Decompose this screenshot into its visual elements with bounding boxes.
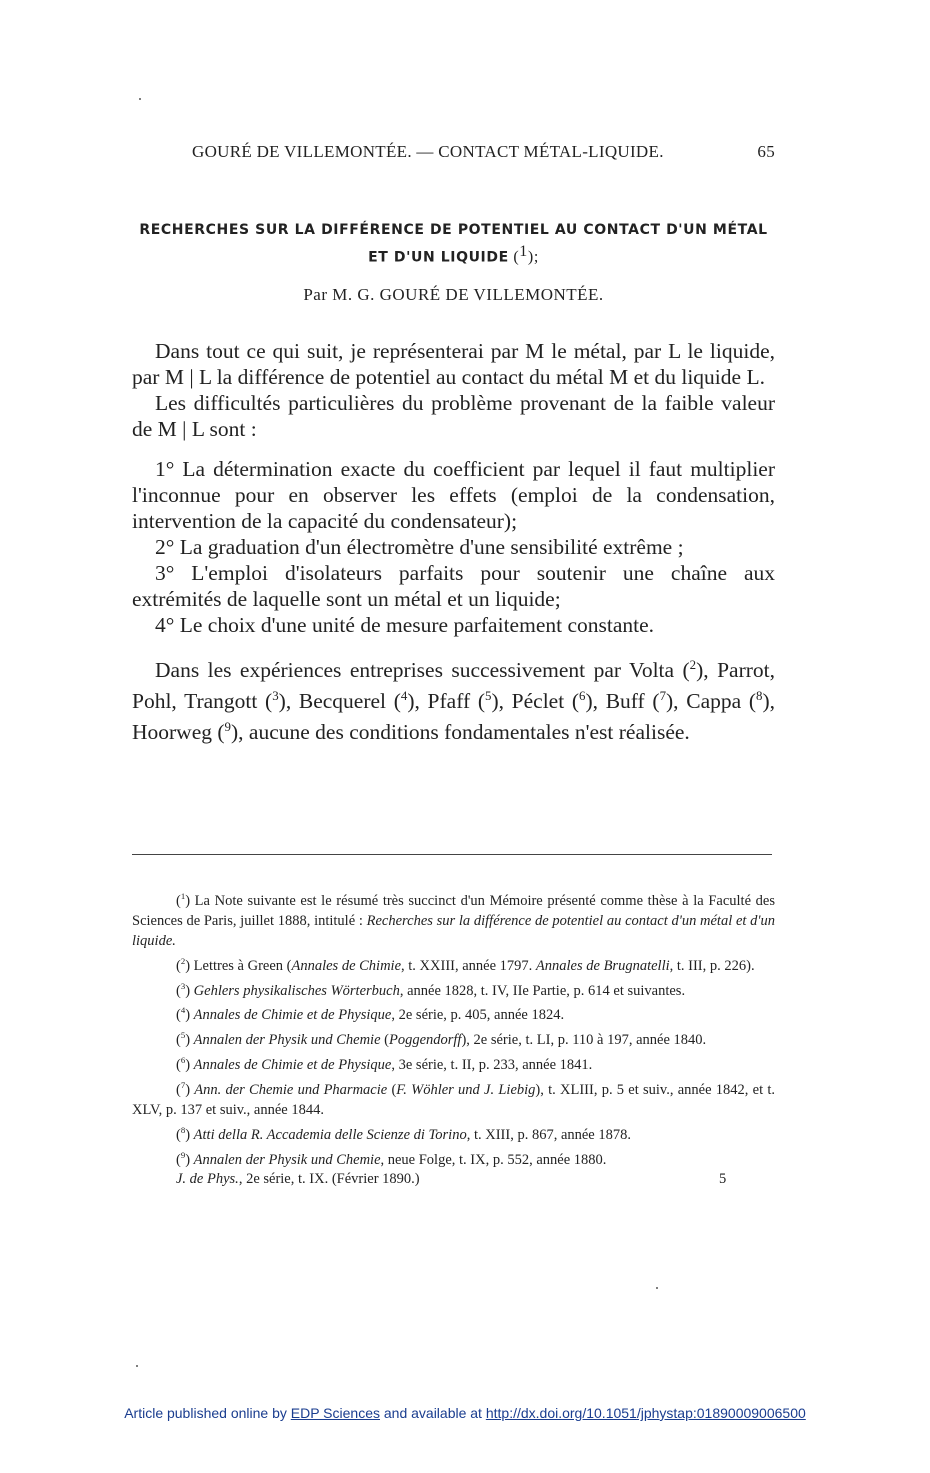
text-run: , 2e série, p. 405, année 1824.: [391, 1007, 565, 1024]
author-line: Par M. G. GOURÉ DE VILLEMONTÉE.: [303, 285, 604, 304]
text-run: ), Cappa (: [666, 689, 756, 714]
paragraph-gap: [132, 638, 775, 652]
publication-footer: [0, 1405, 930, 1421]
text-run: , t. XIII, p. 867, année 1878.: [466, 1126, 631, 1143]
text-run: (: [387, 1081, 397, 1098]
footnote: ($^3$) Gehlers physikalisches Wörterbuch, année 1828, t. IV, IIe Partie, p. 614 et suivantes.: [176, 980, 686, 999]
footnote-ref: 6: [579, 689, 586, 704]
title-footnote-ref: 1: [519, 243, 528, 260]
footnote: ($^8$) Atti della R. Accademia delle Scienze di Torino, t. XIII, p. 867, année 1878.: [176, 1124, 631, 1143]
footnote-number: 8: [180, 1124, 186, 1135]
footnote: ($^6$) Annales de Chimie et de Physique, 3e série, t. II, p. 233, année 1841.: [176, 1055, 593, 1073]
article-body: [132, 338, 775, 745]
footnote-ref: 9: [224, 720, 231, 735]
paragraph-history: [132, 652, 775, 745]
title-line-2-text: ET D'UN LIQUIDE: [368, 249, 509, 266]
text-run: ), Buff (: [585, 689, 660, 714]
text-run: , 3e série, t. II, p. 233, année 1841.: [391, 1056, 593, 1073]
text-run: ), Pfaff (: [407, 689, 485, 714]
italic-run: Poggendorff: [388, 1032, 462, 1049]
italic-run: Gehlers physikalisches Wörterbuch: [193, 982, 400, 999]
text-run: , neue Folge, t. IX, p. 552, année 1880.: [380, 1151, 607, 1168]
footer-text: Article published online by: [124, 1405, 291, 1421]
footnote-number: 7: [180, 1079, 186, 1090]
text-run: La Note suivante est le résumé très succinct d'un Mémoire présenté comme thèse à la Faculté des Sciences de Paris, juillet 1888, intitulé :: [132, 892, 775, 929]
footnote-ref: 7: [659, 689, 667, 704]
scan-speck: [136, 1365, 138, 1367]
signature-mark: 5: [719, 1171, 727, 1188]
footnote-ref: 4: [400, 689, 408, 704]
text-run: ), Parrot, Pohl, Trangott (: [132, 658, 775, 714]
title-line-1: RECHERCHES SUR LA DIFFÉRENCE DE POTENTIEL AU CONTACT D'UN MÉTAL: [139, 222, 768, 238]
journal-line: [132, 1169, 775, 1189]
text-run: , année 1828, t. IV, IIe Partie, p. 614 et suivantes.: [399, 982, 686, 999]
footnotes: [132, 886, 775, 1189]
text-run: ), Becquerel (: [278, 689, 401, 714]
list-item: 1° La détermination exacte du coefficient par lequel il faut multiplier l'inconnue pour en observer les effets (emploi de la condensation, intervention de la capacité du condensateur);: [132, 457, 775, 533]
text-run: Dans les expériences entreprises successivement par Volta (: [155, 658, 690, 683]
footnote: ($^1$) La Note suivante est le résumé très succinct d'un Mémoire présenté comme thèse à la Faculté des Sciences de Paris, juillet 1888, intitulé : Recherches sur la différence de potentiel au contact d'un métal et d'un liquide.: [132, 891, 775, 949]
footnote: ($^5$) Annalen der Physik und Chemie (Poggendorff), 2e série, t. LI, p. 110 à 197, année 1840.: [176, 1030, 707, 1049]
italic-run: Annales de Brugnatelli: [535, 957, 670, 974]
text-run: ), 2e série, t. LI, p. 110 à 197, année 1840.: [461, 1032, 707, 1049]
page-number: 65: [757, 142, 775, 161]
text-run: , t. III, p. 226).: [669, 957, 755, 974]
italic-run: Recherches sur la différence de potentiel au contact d'un métal et d'un liquide.: [132, 912, 775, 949]
footnote-number: 9: [180, 1149, 186, 1160]
article-title: [132, 219, 775, 269]
italic-run: Annales de Chimie et de Physique: [193, 1056, 392, 1073]
italic-run: Annales de Chimie et de Physique: [193, 1007, 392, 1024]
footnote-number: 1: [180, 891, 186, 901]
italic-run: Annales de Chimie: [291, 957, 402, 974]
footnote-ref: 8: [756, 689, 763, 704]
paragraph: Les difficultés particulières du problème provenant de la faible valeur de M | L sont :: [132, 391, 775, 441]
footnote-number: 6: [180, 1055, 186, 1066]
footnote: ($^4$) Annales de Chimie et de Physique, 2e série, p. 405, année 1824.: [176, 1005, 565, 1024]
title-ref-open: (: [508, 248, 520, 266]
footnote-number: 2: [180, 955, 186, 966]
text-run: , t. XXIII, année 1797.: [401, 957, 536, 974]
paragraph: Dans tout ce qui suit, je représenterai par M le métal, par L le liquide, par M | L la différence de potentiel au contact du métal M et du liquide L.: [132, 339, 775, 389]
journal-issue: , 2e série, t. IX. (Février 1890.): [238, 1171, 420, 1188]
running-header: [132, 142, 775, 166]
footnote: ($^9$) Annalen der Physik und Chemie, neue Folge, t. IX, p. 552, année 1880.: [176, 1149, 607, 1168]
footnote-number: 4: [180, 1005, 186, 1016]
list-item: 2° La graduation d'un électromètre d'une sensibilité extrême ;: [155, 535, 684, 559]
journal-name: J. de Phys.: [176, 1171, 239, 1188]
text-run: ), Hoorweg (: [132, 689, 775, 745]
footnote: ($^2$) Lettres à Green (Annales de Chimie, t. XXIII, année 1797. Annales de Brugnatelli, t. III, p. 226).: [176, 955, 755, 974]
italic-run: Annalen der Physik und Chemie: [193, 1032, 381, 1049]
italic-run: Atti della R. Accademia delle Scienze di Torino: [193, 1126, 467, 1143]
footer-text: and available at: [379, 1405, 486, 1421]
doi-link[interactable]: http://dx.doi.org/10.1051/jphystap:01890009006500: [485, 1405, 806, 1421]
publisher-link[interactable]: EDP Sciences: [290, 1405, 380, 1421]
scan-speck: [656, 1287, 658, 1289]
running-title: GOURÉ DE VILLEMONTÉE. — CONTACT MÉTAL-LIQUIDE.: [192, 142, 664, 161]
italic-run: Annalen der Physik und Chemie: [193, 1151, 381, 1168]
footnote: ($^7$) Ann. der Chemie und Pharmacie (F. Wöhler und J. Liebig), t. XLIII, p. 5 et suiv., année 1842, et t. XLV, p. 137 et suiv., année 1844.: [132, 1079, 775, 1118]
title-line-2: [132, 241, 775, 269]
footnote-ref: 3: [272, 689, 279, 704]
text-run: (: [380, 1032, 389, 1049]
text-run: Lettres à Green (: [193, 957, 292, 974]
list-item: 3° L'emploi d'isolateurs parfaits pour soutenir une chaîne aux extrémités de laquelle sont un métal et un liquide;: [132, 561, 775, 611]
footnote-ref: 2: [689, 658, 697, 672]
list-item: 4° Le choix d'une unité de mesure parfaitement constante.: [155, 613, 655, 637]
italic-run: Ann. der Chemie und Pharmacie: [194, 1081, 388, 1098]
text-run: ), Péclet (: [491, 689, 580, 714]
footnote-ref: 5: [484, 689, 492, 704]
text-run: ), t. XLIII, p. 5 et suiv., année 1842, et t. XLV, p. 137 et suiv., année 1844.: [132, 1081, 775, 1118]
footnote-number: 5: [180, 1030, 186, 1041]
footnote-divider: [132, 854, 772, 855]
text-run: ), aucune des conditions fondamentales n'est réalisée.: [231, 720, 690, 745]
italic-run: F. Wöhler und J. Liebig: [396, 1081, 536, 1098]
title-ref-close: );: [527, 248, 539, 266]
paragraph-gap: [132, 442, 775, 456]
scan-speck: [139, 98, 141, 100]
footnote-number: 3: [180, 980, 186, 991]
